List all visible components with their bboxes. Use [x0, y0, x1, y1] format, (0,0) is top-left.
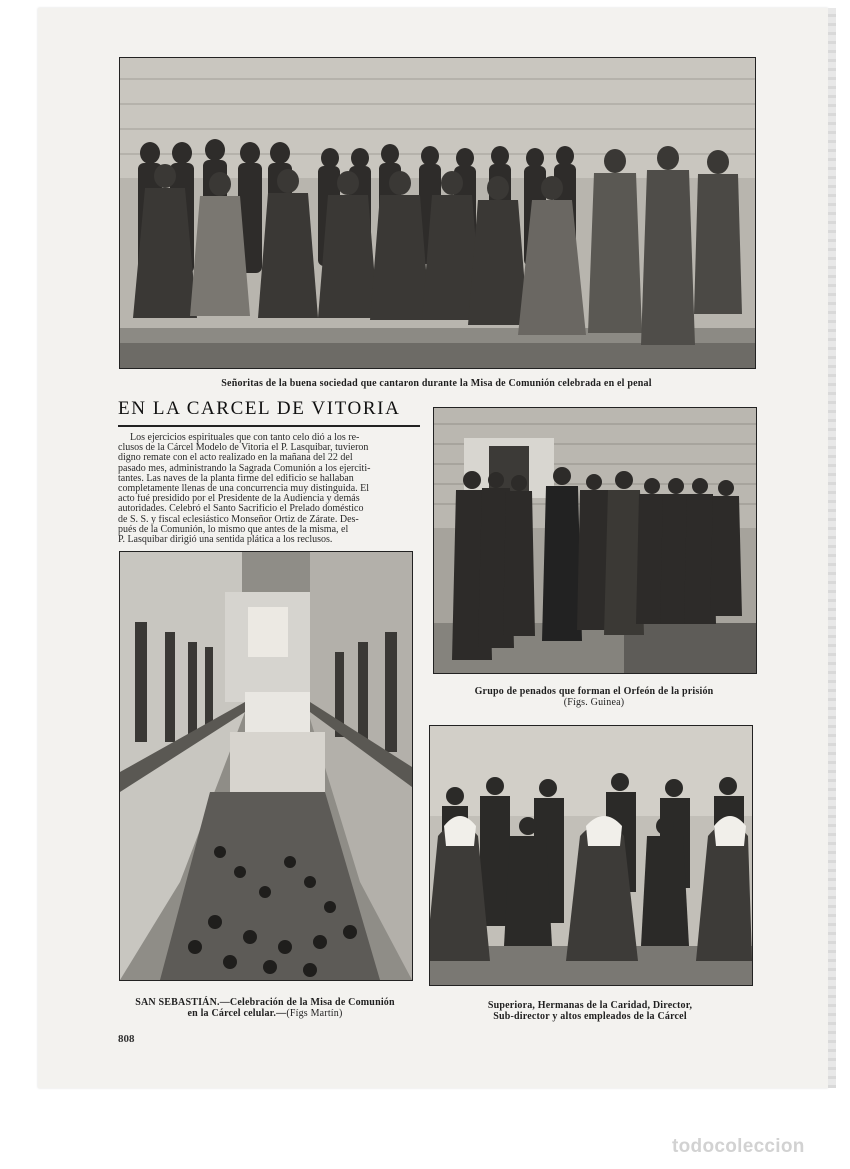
caption-san-sebastian-text: en la Cárcel celular.— [187, 1008, 287, 1019]
watermark: todocoleccion [672, 1136, 805, 1157]
article-line: autoridades. Celebró el Santo Sacrificio el Prelado doméstico [118, 504, 364, 515]
caption-san-sebastian-line2 [112, 1008, 418, 1019]
caption-staff-line2: Sub-director y altos empleados de la Cárcel [493, 1011, 687, 1022]
caption-orfeon [433, 686, 755, 708]
photo-san-sebastian [119, 551, 413, 981]
article-line: P. Lasquibar dirigió una sentida plática a los reclusos. [118, 535, 333, 546]
article-line: tantes. Las naves de la planta firme del edificio se hallaban [118, 473, 354, 484]
article-line: digno remate con el acto realizado en la mañana del 22 del [118, 453, 353, 464]
article-line: completamente llenas de una concurrencia muy distinguida. El [118, 484, 370, 495]
photo-staff [429, 725, 753, 986]
caption-san-sebastian [112, 997, 418, 1019]
caption-staff [429, 1000, 751, 1022]
caption-senoritas [119, 378, 754, 389]
article-headline: EN LA CARCEL DE VITORIA [118, 398, 401, 419]
page-number: 808 [118, 1033, 135, 1045]
caption-staff-line1: Superiora, Hermanas de la Caridad, Director, [487, 1000, 693, 1011]
caption-san-sebastian-line1: SAN SEBASTIÁN.—Celebración de la Misa de Comunión [135, 997, 395, 1008]
article-line: Los ejercicios espirituales que con tanto celo dió a los re- [130, 433, 360, 443]
caption-orfeon-credit: (Fígs. Guinea) [563, 697, 625, 708]
article-line: pués de la Comunión, lo mismo que antes de la misma, el [118, 524, 349, 535]
headline-rule [118, 425, 420, 427]
photo-senoritas [119, 57, 756, 369]
photo-orfeon [433, 407, 757, 674]
caption-san-sebastian-credit: (Fígs Martín) [286, 1008, 343, 1019]
article-line: acto fué presidido por el Presidente de la Audiencia y demás [118, 494, 360, 505]
caption-orfeon-text: Grupo de penados que forman el Orfeón de la prisión [474, 686, 714, 697]
page-edge [828, 8, 836, 1088]
article-line: pasado mes, administrando la Sagrada Comunión a los ejerciti- [118, 463, 371, 474]
article-line: clusos de la Cárcel Modelo de Vitoria el P. Lasquibar, tuvieron [118, 443, 369, 454]
caption-senoritas-text: Señoritas de la buena sociedad que cantaron durante la Misa de Comunión celebrada en el penal [221, 378, 652, 389]
article-body [118, 433, 420, 545]
article-line: de S. S. y fiscal eclesiástico Monseñor Ortiz de Zárate. Des- [118, 514, 359, 525]
